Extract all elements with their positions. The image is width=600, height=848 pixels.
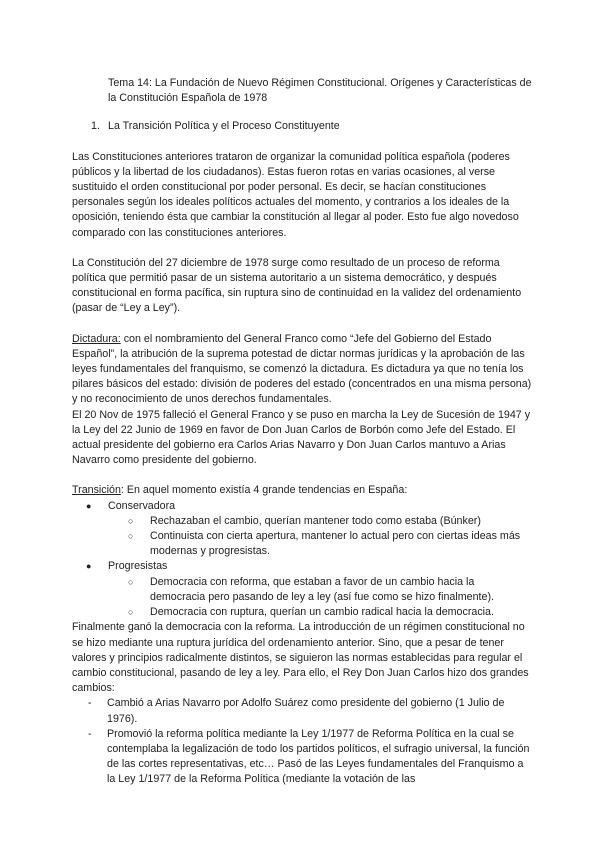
dictadura-label: Dictadura: — [72, 332, 121, 345]
paragraph-transicion — [72, 483, 532, 498]
list-item-text: Cambió a Arias Navarro por Adolfo Suárez como presidente del gobierno (1 Julio de 1976). — [107, 697, 505, 725]
circle-bullet-icon: ○ — [128, 576, 134, 587]
paragraph-constitucion-1978: La Constitución del 27 diciembre de 1978 surge como resultado de un proceso de reforma política que permitió pasar de un sistema autoritario a un sistema democrático, y después constitucional en forma pacífica, sin ruptura sino de continuidad en la validez del ordenamiento (pasar de “Ley a Ley”). — [72, 256, 522, 315]
document-title: Tema 14: La Fundación de Nuevo Régimen Constitucional. Orígenes y Características de la Constitución Española de 1978 — [108, 77, 532, 105]
group-label: Conservadora — [108, 499, 176, 512]
list-item — [128, 529, 532, 559]
transicion-text: : En aquel momento existía 4 grande tendencias en España: — [120, 484, 408, 497]
changes-list — [72, 696, 532, 787]
bullet-icon: ● — [86, 500, 92, 511]
document-body — [72, 76, 532, 788]
dash-bullet-icon: - — [88, 727, 92, 740]
list-item-text: Promovió la reforma política mediante la Ley 1/1977 de Reforma Política en la cual se contemplaba la legalización de todo los partidos políticos, el sufragio universal, la función de las cortes representativas, etc… Pasó de las Leyes fundamentales del Franquismo a la Ley 1/1977 de la Reforma Política (mediante la votación de las — [107, 727, 530, 786]
list-item — [128, 605, 532, 620]
list-item-text: Continuista con cierta apertura, mantener lo actual pero con ciertas ideas más modernas y progresistas. — [150, 530, 521, 558]
list-item — [88, 727, 532, 788]
list-item — [128, 575, 532, 605]
list-item-text: Democracia con ruptura, querían un cambio radical hacia la democracia. — [150, 606, 494, 619]
section-number: 1. — [91, 120, 100, 133]
section-label: La Transición Política y el Proceso Constituyente — [108, 120, 340, 133]
dash-bullet-icon: - — [88, 697, 92, 710]
list-item — [88, 696, 532, 726]
paragraph-conclusion: Finalmente ganó la democracia con la reforma. La introducción de un régimen constitucional no se hizo mediante una ruptura jurídica del ordenamiento anterior. Sino, que a pesar de tener valores y principios radicalmente distintos, se siguieron las normas establecidas para regular el cambio constitucional, pasando de ley a ley. Para ello, el Rey Don Juan Carlos hizo dos grandes cambios: — [72, 621, 529, 695]
paragraph-constituciones: Las Constituciones anteriores trataron de organizar la comunidad política española (poderes públicos y la libertad de los ciudadanos). Estas fueron rotas en varias ocasiones, al verse sustituido el orden constitucional por poder personal. Es decir, se hacían constituciones personales según los ideales políticos actuales del momento, y contrarios a los ideales de la oposición, teniendo ésta que cambiar la constitución al llegar al poder. Esto fue algo novedoso comparado con las constituciones anteriores. — [72, 150, 519, 239]
bullet-icon: ● — [86, 561, 92, 572]
list-item-text: Democracia con reforma, que estaban a favor de un cambio hacia la democracia pero pasando de ley a ley (así fue como se hizo finalmente). — [150, 575, 494, 603]
list-item-text: Rechazaban el cambio, querían mantener todo como estaba (Búnker) — [150, 514, 481, 527]
circle-bullet-icon: ○ — [128, 607, 134, 618]
circle-bullet-icon: ○ — [128, 515, 134, 526]
transicion-label: Transición — [72, 484, 121, 497]
section-heading — [91, 119, 532, 134]
list-item — [86, 559, 532, 574]
tendencies-list — [72, 499, 532, 621]
group-label: Progresistas — [108, 560, 168, 573]
circle-bullet-icon: ○ — [128, 531, 134, 542]
dictadura-text: con el nombramiento del General Franco como “Jefe del Gobierno del Estado Español”, la atribución de la suprema potestad de dictar normas jurídicas y la aprobación de las leyes fundamentales del franquismo, se comenzó la dictadura. Es dictadura ya que no tenía los pilares básicos del estado: división de poderes del estado (concentrados en una misma persona) y no reconocimiento de unos derechos fundamentales. — [72, 332, 532, 406]
list-item — [128, 514, 532, 529]
paragraph-dictadura — [72, 332, 532, 408]
paragraph-franco-death: El 20 Nov de 1975 falleció el General Franco y se puso en marcha la Ley de Sucesión de 1947 y la Ley del 22 Junio de 1969 en favor de Don Juan Carlos de Borbón como Jefe del Estado. El actual presidente del gobierno era Carlos Arias Navarro y Don Juan Carlos mantuvo a Arias Navarro como presidente del gobierno. — [72, 408, 531, 467]
list-item — [86, 499, 532, 514]
